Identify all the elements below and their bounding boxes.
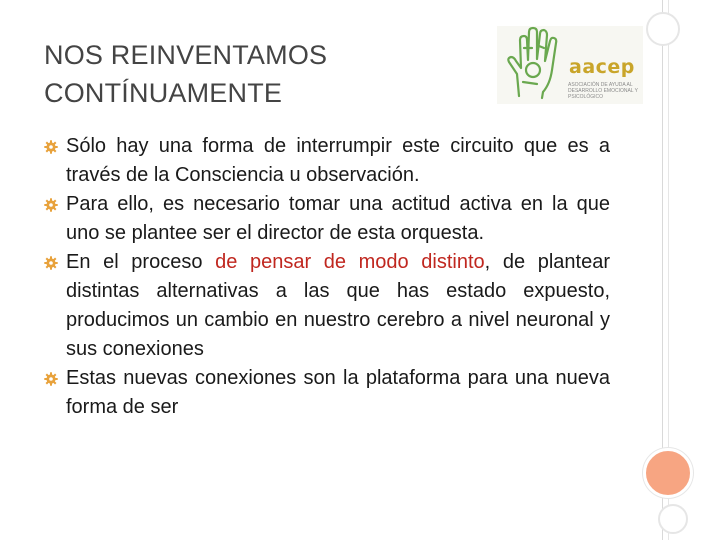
title-line-1: NOS REINVENTAMOS bbox=[44, 40, 328, 70]
bullet-text: Para ello, es necesario tomar una actitud activa en la que uno se plantee ser el director de esta orquesta. bbox=[66, 193, 610, 244]
decorative-circle-top bbox=[646, 12, 680, 46]
gear-bullet-icon bbox=[44, 256, 58, 270]
highlighted-phrase: de pensar de modo distinto bbox=[215, 251, 485, 273]
bullet-text: Estas nuevas conexiones son la plataforma para una nueva forma de ser bbox=[66, 367, 610, 418]
logo-name: aacep bbox=[569, 56, 635, 78]
gear-bullet-icon bbox=[44, 140, 58, 154]
list-item bbox=[44, 132, 610, 190]
list-item bbox=[44, 190, 610, 248]
decorative-circle-bottom bbox=[658, 504, 688, 534]
gear-bullet-icon bbox=[44, 198, 58, 212]
logo-subtitle: ASOCIACIÓN DE AYUDA AL DESARROLLO EMOCIONAL Y PSICOLÓGICO bbox=[568, 82, 638, 100]
list-item bbox=[44, 364, 610, 422]
list-item bbox=[44, 248, 610, 364]
decorative-circle-accent bbox=[643, 448, 693, 498]
bullet-text-after: , de plantear distintas alternativas a las que has estado expuesto, producimos un cambio en nuestro cerebro a nivel neuronal y sus conexiones bbox=[66, 251, 610, 360]
aacep-logo bbox=[497, 26, 643, 104]
bullet-text: Sólo hay una forma de interrumpir este circuito que es a través de la Consciencia u observación. bbox=[66, 135, 610, 186]
gear-bullet-icon bbox=[44, 372, 58, 386]
bullet-list bbox=[44, 132, 610, 422]
slide-title bbox=[44, 36, 327, 112]
bullet-text-before: En el proceso bbox=[66, 251, 216, 273]
title-line-2: CONTÍNUAMENTE bbox=[44, 78, 283, 108]
